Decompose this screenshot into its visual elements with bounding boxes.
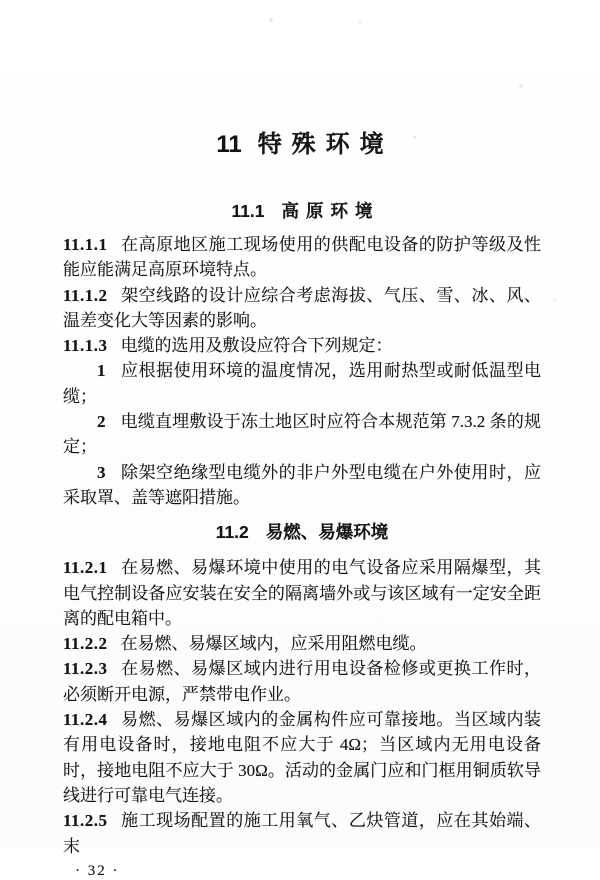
clause-text: 电缆的选用及敷设应符合下列规定：: [120, 336, 393, 356]
clause-text: 在易燃、易爆区域内，应采用阻燃电缆。: [120, 634, 427, 654]
clause-number: 11.1.3: [63, 336, 108, 356]
item-text: 除架空绝缘型电缆外的非户外型电缆在户外使用时，应采取罩、盖等遮阳措施。: [63, 462, 541, 507]
chapter-title: 特殊环境: [257, 131, 394, 158]
clause-text: 架空线路的设计应综合考虑海拔、气压、雪、冰、风、温差变化大等因素的影响。: [63, 285, 541, 330]
clause-number: 11.2.1: [63, 558, 108, 578]
clause-11-2-3: [63, 656, 541, 707]
clause-11-2-4: [63, 707, 541, 808]
clause-number: 11.2.5: [63, 811, 108, 831]
clause-11-1-3-item-2: [63, 409, 541, 460]
clause-text: 施工现场配置的施工用氧气、乙炔管道，应在其始端、末: [63, 811, 541, 856]
section-number: 11.2: [215, 522, 249, 543]
page-number: · 32 ·: [75, 862, 120, 879]
chapter-heading: [0, 0, 600, 162]
clause-text: 在易燃、易爆区域内进行用电设备检修或更换工作时，必须断开电源，严禁带电作业。: [63, 659, 541, 704]
clause-11-2-5: [63, 808, 541, 859]
page-body: [63, 199, 541, 859]
item-number: 1: [97, 361, 106, 381]
clause-text: 在高原地区施工现场使用的供配电设备的防护等级及性能应能满足高原环境特点。: [63, 235, 541, 280]
item-text: 电缆直埋敷设于冻土地区时应符合本规范第 7.3.2 条的规定；: [63, 412, 541, 457]
clause-number: 11.1.2: [63, 285, 108, 305]
item-number: 3: [97, 462, 106, 482]
item-text: 应根据使用环境的温度情况，选用耐热型或耐低温型电缆；: [63, 361, 541, 406]
section-title: 易燃、易爆环境: [265, 522, 389, 543]
clause-11-1-3: [63, 333, 541, 358]
clause-text: 在易燃、易爆环境中使用的电气设备应采用隔爆型，其电气控制设备应安装在安全的隔离墙外或与该区域有一定安全距离的配电箱中。: [63, 558, 541, 628]
section-title: 高原环境: [281, 201, 380, 221]
clause-11-2-1: [63, 555, 541, 631]
clause-11-1-1: [63, 232, 541, 283]
section-heading-flammable-explosive-environment: [63, 520, 541, 544]
chapter-number: 11: [216, 131, 242, 158]
clause-11-1-3-item-3: [63, 460, 541, 511]
item-number: 2: [97, 412, 106, 432]
clause-11-1-3-item-1: [63, 358, 541, 409]
clause-11-2-2: [63, 631, 541, 656]
clause-11-1-2: [63, 283, 541, 334]
clause-text: 易燃、易爆区域内的金属构件应可靠接地。当区域内装有用电设备时，接地电阻不应大于 4Ω；当区域内无用电设备时，接地电阻不应大于 30Ω。活动的金属门应和门框用铜质软导线进行可靠电气连接。: [63, 710, 541, 805]
section-number: 11.1: [231, 201, 265, 221]
section-heading-plateau-environment: [63, 199, 541, 223]
clause-number: 11.2.2: [63, 634, 108, 654]
clause-number: 11.1.1: [63, 235, 108, 254]
clause-number: 11.2.3: [63, 659, 108, 679]
clause-number: 11.2.4: [63, 710, 108, 730]
